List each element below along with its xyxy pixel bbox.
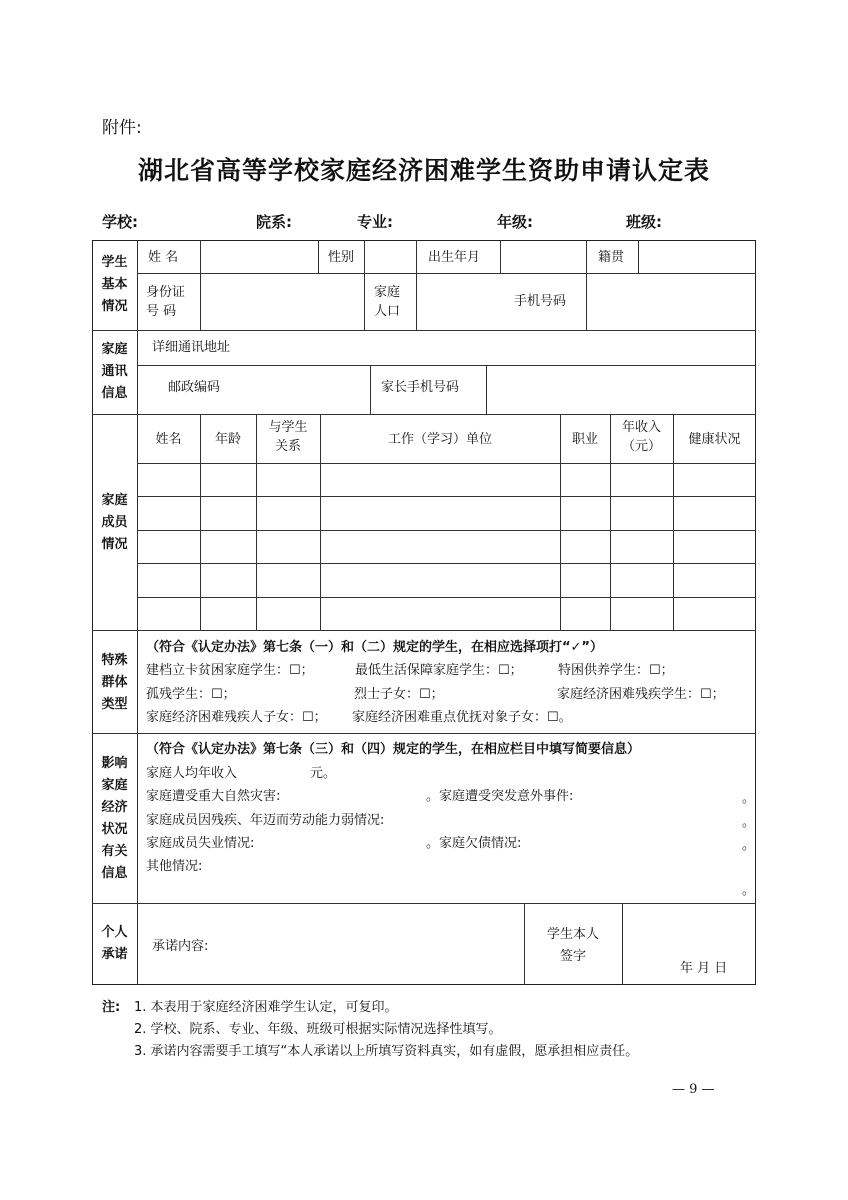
attachment-label: 附件:: [102, 118, 142, 138]
period-mark: 。: [742, 791, 756, 806]
contact-row-divider: [137, 365, 756, 366]
contact-col-2: [486, 365, 487, 414]
name-label: 姓 名: [148, 250, 179, 265]
special-option[interactable]: 最低生活保障家庭学生：☐；: [355, 663, 523, 678]
col-relation: 与学生 关系: [268, 420, 308, 454]
basic-col-6: [586, 240, 587, 330]
section-special: 特殊 群体 类型: [101, 653, 128, 712]
special-option[interactable]: 家庭经济困难残疾学生：☐；: [557, 687, 725, 702]
pledge-col-2: [622, 903, 623, 985]
grade-label: 年级:: [497, 213, 533, 231]
col-name: 姓名: [155, 432, 182, 447]
family-row-4: [137, 597, 756, 598]
class-label: 班级:: [626, 213, 662, 231]
section-column-divider: [137, 240, 138, 985]
disaster-label: 家庭遭受重大自然灾害:: [146, 789, 281, 804]
special-option[interactable]: 特困供养学生：☐；: [558, 663, 674, 678]
special-option[interactable]: 孤残学生：☐；: [146, 687, 236, 702]
debt-label: 。家庭欠债情况:: [426, 836, 522, 851]
divider-basic: [92, 330, 756, 331]
divider-family: [92, 630, 756, 631]
family-header-divider: [137, 463, 756, 464]
contact-col-1: [370, 365, 371, 414]
divider-economic: [92, 903, 756, 904]
income-label: 家庭人均年收入: [146, 766, 238, 781]
period-mark: 。: [742, 815, 756, 830]
phone-label: 手机号码: [514, 294, 567, 309]
other-label: 其他情况:: [146, 859, 203, 874]
col-work-unit: 工作（学习）单位: [387, 432, 492, 447]
basic-row-divider: [137, 273, 756, 274]
pledge-content-label: 承诺内容:: [152, 939, 209, 954]
family-row-3: [137, 563, 756, 564]
economic-intro: （符合《认定办法》第七条（三）和（四）规定的学生，在相应栏目中填写简要信息）: [146, 742, 641, 757]
signature-label: 学生本人 签字: [546, 927, 599, 964]
id-card-label: 身份证 号 码: [146, 285, 186, 319]
basic-col-4: [416, 240, 417, 330]
note-item: 1. 本表用于家庭经济困难学生认定，可复印。: [134, 1000, 398, 1015]
basic-col-2: [318, 240, 319, 273]
special-option[interactable]: 建档立卡贫困家庭学生：☐；: [146, 663, 314, 678]
major-label: 专业:: [357, 213, 393, 231]
col-health: 健康状况: [688, 432, 741, 447]
section-basic: 学生 基本 情况: [101, 255, 128, 314]
period-mark: 。: [742, 883, 756, 898]
period-mark: 。: [742, 838, 756, 853]
basic-col-7: [638, 240, 639, 273]
family-row-1: [137, 496, 756, 497]
basic-col-1: [200, 240, 201, 330]
section-pledge: 个人 承诺: [101, 925, 128, 962]
col-income: 年收入 （元）: [621, 420, 661, 454]
accident-label: 。家庭遭受突发意外事件:: [426, 789, 574, 804]
date-label: 年 月 日: [680, 961, 728, 976]
note-item: 3. 承诺内容需要手工填写“本人承诺以上所填写资料真实，如有虚假，愿承担相应责任。: [134, 1044, 639, 1059]
form-title: 湖北省高等学校家庭经济困难学生资助申请认定表: [137, 156, 710, 185]
gender-label: 性别: [328, 250, 355, 265]
page-number: — 9 —: [672, 1082, 715, 1097]
section-contact: 家庭 通讯 信息: [101, 342, 128, 401]
notes-label: 注:: [102, 1000, 121, 1015]
school-label: 学校:: [102, 213, 138, 231]
address-label: 详细通讯地址: [152, 340, 231, 355]
income-unit: 元。: [310, 766, 337, 781]
family-size-label: 家庭 人口: [374, 285, 401, 319]
special-option[interactable]: 家庭经济困难重点优抚对象子女：☐。: [352, 710, 572, 725]
unemployment-label: 家庭成员失业情况:: [146, 836, 255, 851]
native-place-label: 籍贯: [598, 250, 625, 265]
postcode-label: 邮政编码: [168, 380, 221, 395]
note-item: 2. 学校、院系、专业、年级、班级可根据实际情况选择性填写。: [134, 1022, 502, 1037]
family-row-2: [137, 530, 756, 531]
basic-col-3: [364, 240, 365, 330]
special-option[interactable]: 烈士子女：☐；: [354, 687, 444, 702]
divider-special: [92, 733, 756, 734]
special-option[interactable]: 家庭经济困难残疾人子女：☐；: [146, 710, 327, 725]
department-label: 院系:: [256, 213, 292, 231]
special-intro: （符合《认定办法》第七条（一）和（二）规定的学生，在相应选择项打“✓”）: [146, 640, 603, 655]
col-occupation: 职业: [571, 432, 598, 447]
section-family: 家庭 成员 情况: [101, 493, 128, 552]
disability-label: 家庭成员因残疾、年迈而劳动能力弱情况:: [146, 813, 385, 828]
birth-label: 出生年月: [428, 250, 481, 265]
parent-phone-label: 家长手机号码: [381, 380, 460, 395]
basic-col-5: [500, 240, 501, 273]
divider-contact: [92, 414, 756, 415]
col-age: 年龄: [214, 432, 241, 447]
section-economic: 影响 家庭 经济 状况 有关 信息: [101, 756, 128, 881]
